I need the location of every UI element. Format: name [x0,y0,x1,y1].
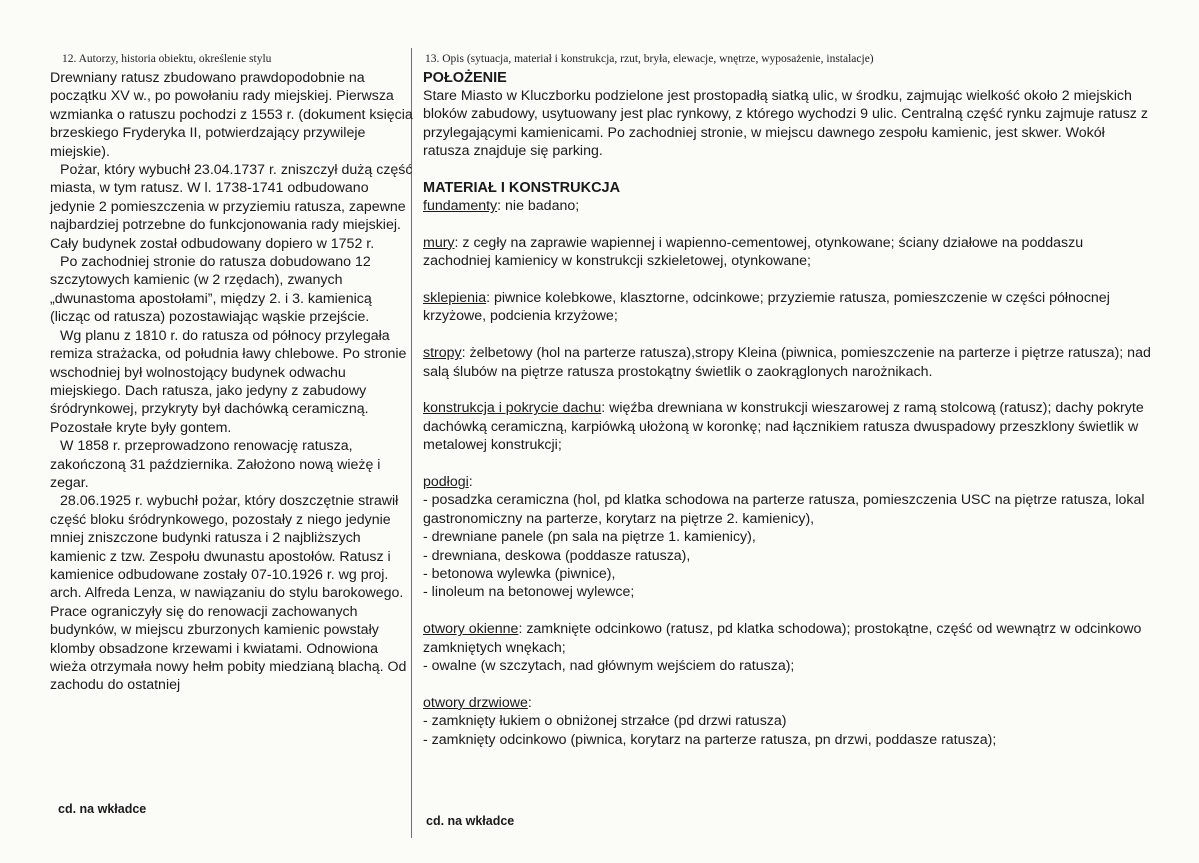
stropy-text: : żelbetowy (hol na parterze ratusza),stropy Kleina (piwnica, pomieszczenie na parterze i piętrze ratusza); nad salą ślubów na piętrze ratusza prostokątny świetlik o zaokrąglonych narożnikach. [423,345,1151,380]
podlogi-item-4: - betonowa wylewka (piwnice), [423,566,616,583]
drzwi-item-1: - zamknięty łukiem o obniżonej strzałce (pd drzwi ratusza) [423,713,787,730]
dach-text: : więźba drewniana w konstrukcji wieszarowej z ramą stolcową (ratusz); dachy pokryte dachówką ceramiczną, karpiówką ułożoną w koronkę; nad łącznikiem ratusza dwuspadowy przeszklony świetlik w metalowej konstrukcji; [423,400,1144,454]
podlogi-label: podłogi [423,474,469,491]
drzwi-entry [423,694,1153,712]
continued-note-right: cd. na wkładce [426,814,515,828]
polozenie-text [423,87,1153,161]
podlogi-item-5: - linoleum na betonowej wylewce; [423,584,635,601]
section-heading-polozenie: POŁOŻENIE [423,70,507,86]
history-paragraph-2: Pożar, który wybuchł 23.04.1737 r. zniszczył dużą część miasta, w tym ratusz. W l. 1738-1741 odbudowano jedynie 2 pomieszczenia w przyziemiu ratusza, zapewne najbardziej potrzebne do funkcjonowania rady miejskiej. Cały budynek został odbudowany dopiero w 1752 r. [50,162,413,252]
history-text [50,69,414,695]
history-paragraph-3: Po zachodniej stronie do ratusza dobudowano 12 szczytowych kamienic (w 2 rzędach), zwanych „dwunastoma apostołami”, między 2. i 3. kamienicą (licząc od ratusza) pozostawiając wąskie przejście. [50,254,372,326]
okna-text: : zamknięte odcinkowo (ratusz, pd klatka schodowa); prostokątne, część od wewnątrz w odcinkowo zamkniętych wnękach; [423,621,1142,656]
section-heading-material: MATERIAŁ I KONSTRUKCJA [423,180,621,197]
dach-entry [423,399,1153,454]
material-text [423,197,1153,749]
history-paragraph-6: 28.06.1925 r. wybuchł pożar, który doszczętnie strawił część bloku śródrynkowego, pozostały z niego jedynie mniej zniszczone budynki ratusza i 2 najbliższych kamienic z tzw. Zespołu dwunastu apostołów. Ratusz i kamienice odbudowane zostały 07-10.1926 r. wg proj. arch. Alfreda Lenza, w nawiązaniu do stylu barokowego. Prace ograniczyły się do renowacji zachowanych budynków, w miejscu zburzonych kamienic powstały klomby obsadzone krzewami i kwiatami. Odnowiona wieża otrzymała nowy hełm pobity miedzianą blachą. Od zachodu do ostatniej [50,493,407,694]
drzwi-item-2: - zamknięty odcinkowo (piwnica, korytarz na parterze ratusza, pn drzwi, poddasze ratusza); [423,731,997,748]
okna-item-1: - owalne (w szczytach, nad głównym wejściem do ratusza); [423,658,795,675]
sklepienia-entry [423,289,1153,326]
okna-entry [423,620,1153,657]
history-caption: 12. Autorzy, historia obiektu, określenie stylu [62,53,272,65]
dach-label: konstrukcja i pokrycie dachu [423,400,602,417]
history-paragraph-5: W 1858 r. przeprowadzono renowację ratusza, zakończoną 31 października. Założono nową wieżę i zegar. [50,438,381,491]
polozenie-paragraph: Stare Miasto w Kluczborku podzielone jest prostopadłą siatką ulic, w środku, zajmując wielkość około 2 miejskich bloków zabudowy, usytuowany jest plac rynkowy, z którego wychodzi 9 ulic. Centralną część rynku zajmuje ratusz z przylegającymi kamienicami. Po zachodniej stronie, w miejscu dawnego zespołu kamienic, jest skwer. Wokół ratusza znajduje się parking. [423,88,1148,160]
description-caption: 13. Opis (sytuacja, materiał i konstrukcja, rzut, bryła, elewacje, wnętrze, wyposażenie, instalacje) [425,53,874,65]
history-paragraph-1: Drewniany ratusz zbudowano prawdopodobnie na początku XV w., po powołaniu rady miejskiej. Pierwsza wzmianka o ratuszu pochodzi z 1553 r. (dokument księcia brzeskiego Fryderyka II, potwierdzający przywileje miejskie). [50,70,413,160]
drzwi-colon: : [527,694,532,711]
history-paragraph-4: Wg planu z 1810 r. do ratusza od północy przylegała remiza strażacka, od południa ławy chlebowe. Po stronie wschodniej był wolnostojący budynek odwachu miejskiego. Dach ratusza, jako jedyny z zabudowy śródrynkowej, przykryty był dachówką ceramiczną. Pozostałe kryte były gontem. [50,327,407,436]
podlogi-colon: : [468,474,473,491]
description-column [423,52,1153,749]
podlogi-entry [423,473,1153,491]
stropy-label: stropy [423,345,462,362]
stropy-entry [423,344,1153,381]
sklepienia-label: sklepienia [423,290,487,307]
continued-note-left: cd. na wkładce [58,802,147,816]
podlogi-item-2: - drewniane panele (pn sala na piętrze 1. kamienicy), [423,529,756,546]
okna-label: otwory okienne [423,621,519,638]
mury-text: : z cegły na zaprawie wapiennej i wapienno-cementowej, otynkowane; ściany działowe na poddaszu zachodniej kamienicy w konstrukcji szkieletowej, otynkowane; [423,234,1084,270]
fundamenty-text: : nie badano; [497,198,580,215]
podlogi-item-1: - posadzka ceramiczna (hol, pd klatka schodowa na parterze ratusza, pomieszczenia USC na piętrze ratusza, lokal gastronomiczny na parterze, korytarz na piętrze 2. kamienicy), [423,492,1145,527]
fundamenty-label: fundamenty [423,198,498,215]
drzwi-label: otwory drzwiowe [423,694,528,711]
mury-entry [423,234,1153,271]
podlogi-item-3: - drewniana, deskowa (poddasze ratusza), [423,547,691,564]
sklepienia-text: : piwnice kolebkowe, klasztorne, odcinkowe; przyziemie ratusza, pomieszczenie w części północnej krzyżowe, podcienia krzyżowe; [423,290,1110,325]
history-column [50,52,414,695]
mury-label: mury [423,234,455,251]
fundamenty-entry [423,197,1153,215]
